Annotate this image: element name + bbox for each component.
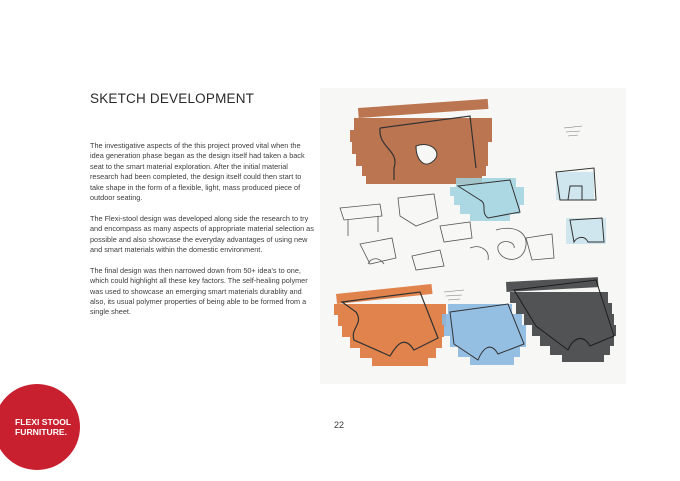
sketch-collage-image bbox=[320, 88, 626, 384]
paragraph-2: The Flexi-stool design was developed along side the research to try and encompass as many aspects of appropriate material selection as possible and also showcase the everyday advantages of using new and smart materials within the domestic environment. bbox=[90, 213, 314, 255]
page-number: 22 bbox=[334, 420, 345, 430]
badge-line-1: FLEXI STOOL bbox=[15, 416, 72, 427]
badge-line-2: FURNITURE. bbox=[15, 427, 68, 437]
body-text bbox=[90, 141, 315, 328]
paragraph-3: The final design was then narrowed down from 50+ idea's to one, which could highlight all these key factors. The self-healing polymer was used to showcase an emerging smart materials durablity and also, its usual polymer properties of being able to be formed from a single sheet. bbox=[90, 265, 308, 317]
paragraph-1: The investigative aspects of the this project proved vital when the idea generation phase began as the design itself had taken a back seat to the smart material exploration. After the initial material research had been completed, the design itself could then start to take shape in the form of a flexible, light, mass produced piece of outdoor seating. bbox=[90, 141, 305, 203]
brand-badge bbox=[0, 384, 80, 470]
page-title: SKETCH DEVELOPMENT bbox=[90, 91, 255, 106]
